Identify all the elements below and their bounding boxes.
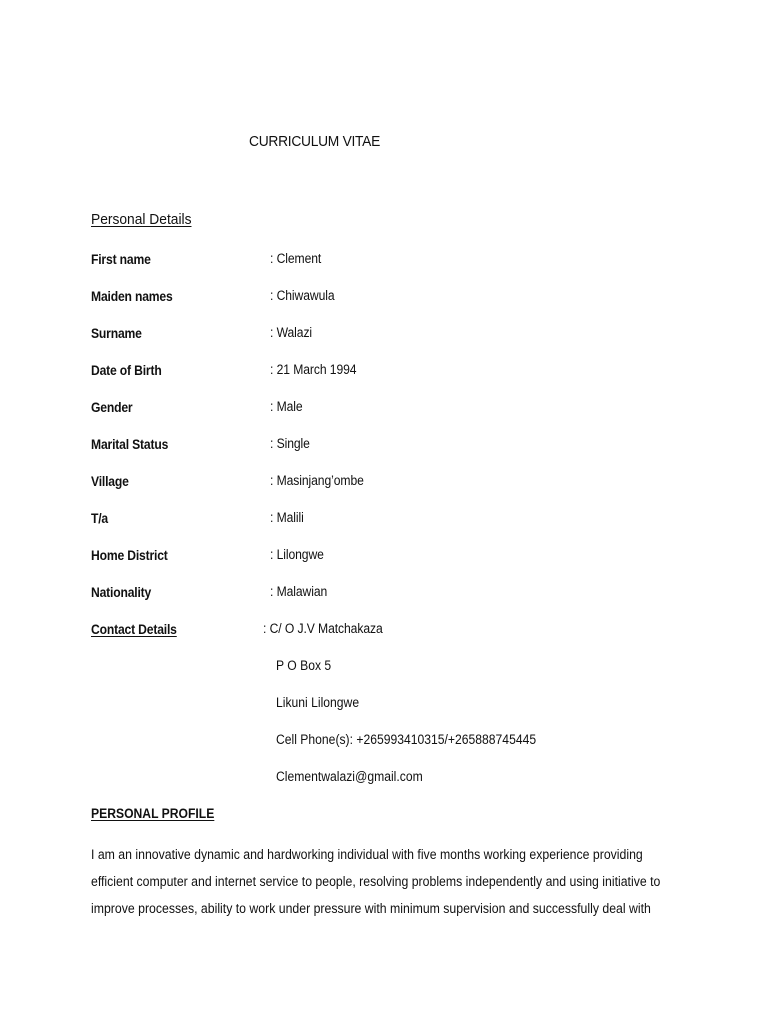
contact-phones: Cell Phone(s): +265993410315/+265888745445 <box>276 732 537 747</box>
profile-line: I am an innovative dynamic and hardworking individual with five months working experience providing <box>91 847 643 862</box>
date-of-birth-value: : 21 March 1994 <box>270 362 357 377</box>
village-label: Village <box>91 474 129 489</box>
contact-location: Likuni Lilongwe <box>276 695 360 710</box>
document-title: CURRICULUM VITAE <box>249 133 381 150</box>
maiden-names-value: : Chiwawula <box>270 288 335 303</box>
contact-care-of: : C/ O J.V Matchakaza <box>263 621 383 636</box>
marital-status-label: Marital Status <box>91 437 169 452</box>
surname-label: Surname <box>91 326 142 341</box>
home-district-label: Home District <box>91 548 168 563</box>
date-of-birth-label: Date of Birth <box>91 363 162 378</box>
maiden-names-label: Maiden names <box>91 289 173 304</box>
first-name-label: First name <box>91 252 151 267</box>
profile-line: efficient computer and internet service to people, resolving problems independently and using initiative to <box>91 874 661 889</box>
contact-details-label: Contact Details <box>91 622 177 637</box>
gender-label: Gender <box>91 400 133 415</box>
contact-po-box: P O Box 5 <box>276 658 332 673</box>
first-name-value: : Clement <box>270 251 322 266</box>
personal-details-heading: Personal Details <box>91 211 192 228</box>
surname-value: : Walazi <box>270 325 313 340</box>
personal-profile-heading: PERSONAL PROFILE <box>91 806 215 821</box>
contact-email: Clementwalazi@gmail.com <box>276 769 423 784</box>
nationality-label: Nationality <box>91 585 152 600</box>
gender-value: : Male <box>270 399 303 414</box>
marital-status-value: : Single <box>270 436 310 451</box>
village-value: : Masinjang’ombe <box>270 473 364 488</box>
nationality-value: : Malawian <box>270 584 328 599</box>
ta-label: T/a <box>91 511 109 526</box>
home-district-value: : Lilongwe <box>270 547 324 562</box>
personal-profile-text <box>91 841 673 922</box>
ta-value: : Malili <box>270 510 304 525</box>
profile-line: improve processes, ability to work under pressure with minimum supervision and successfully deal with <box>91 901 651 916</box>
